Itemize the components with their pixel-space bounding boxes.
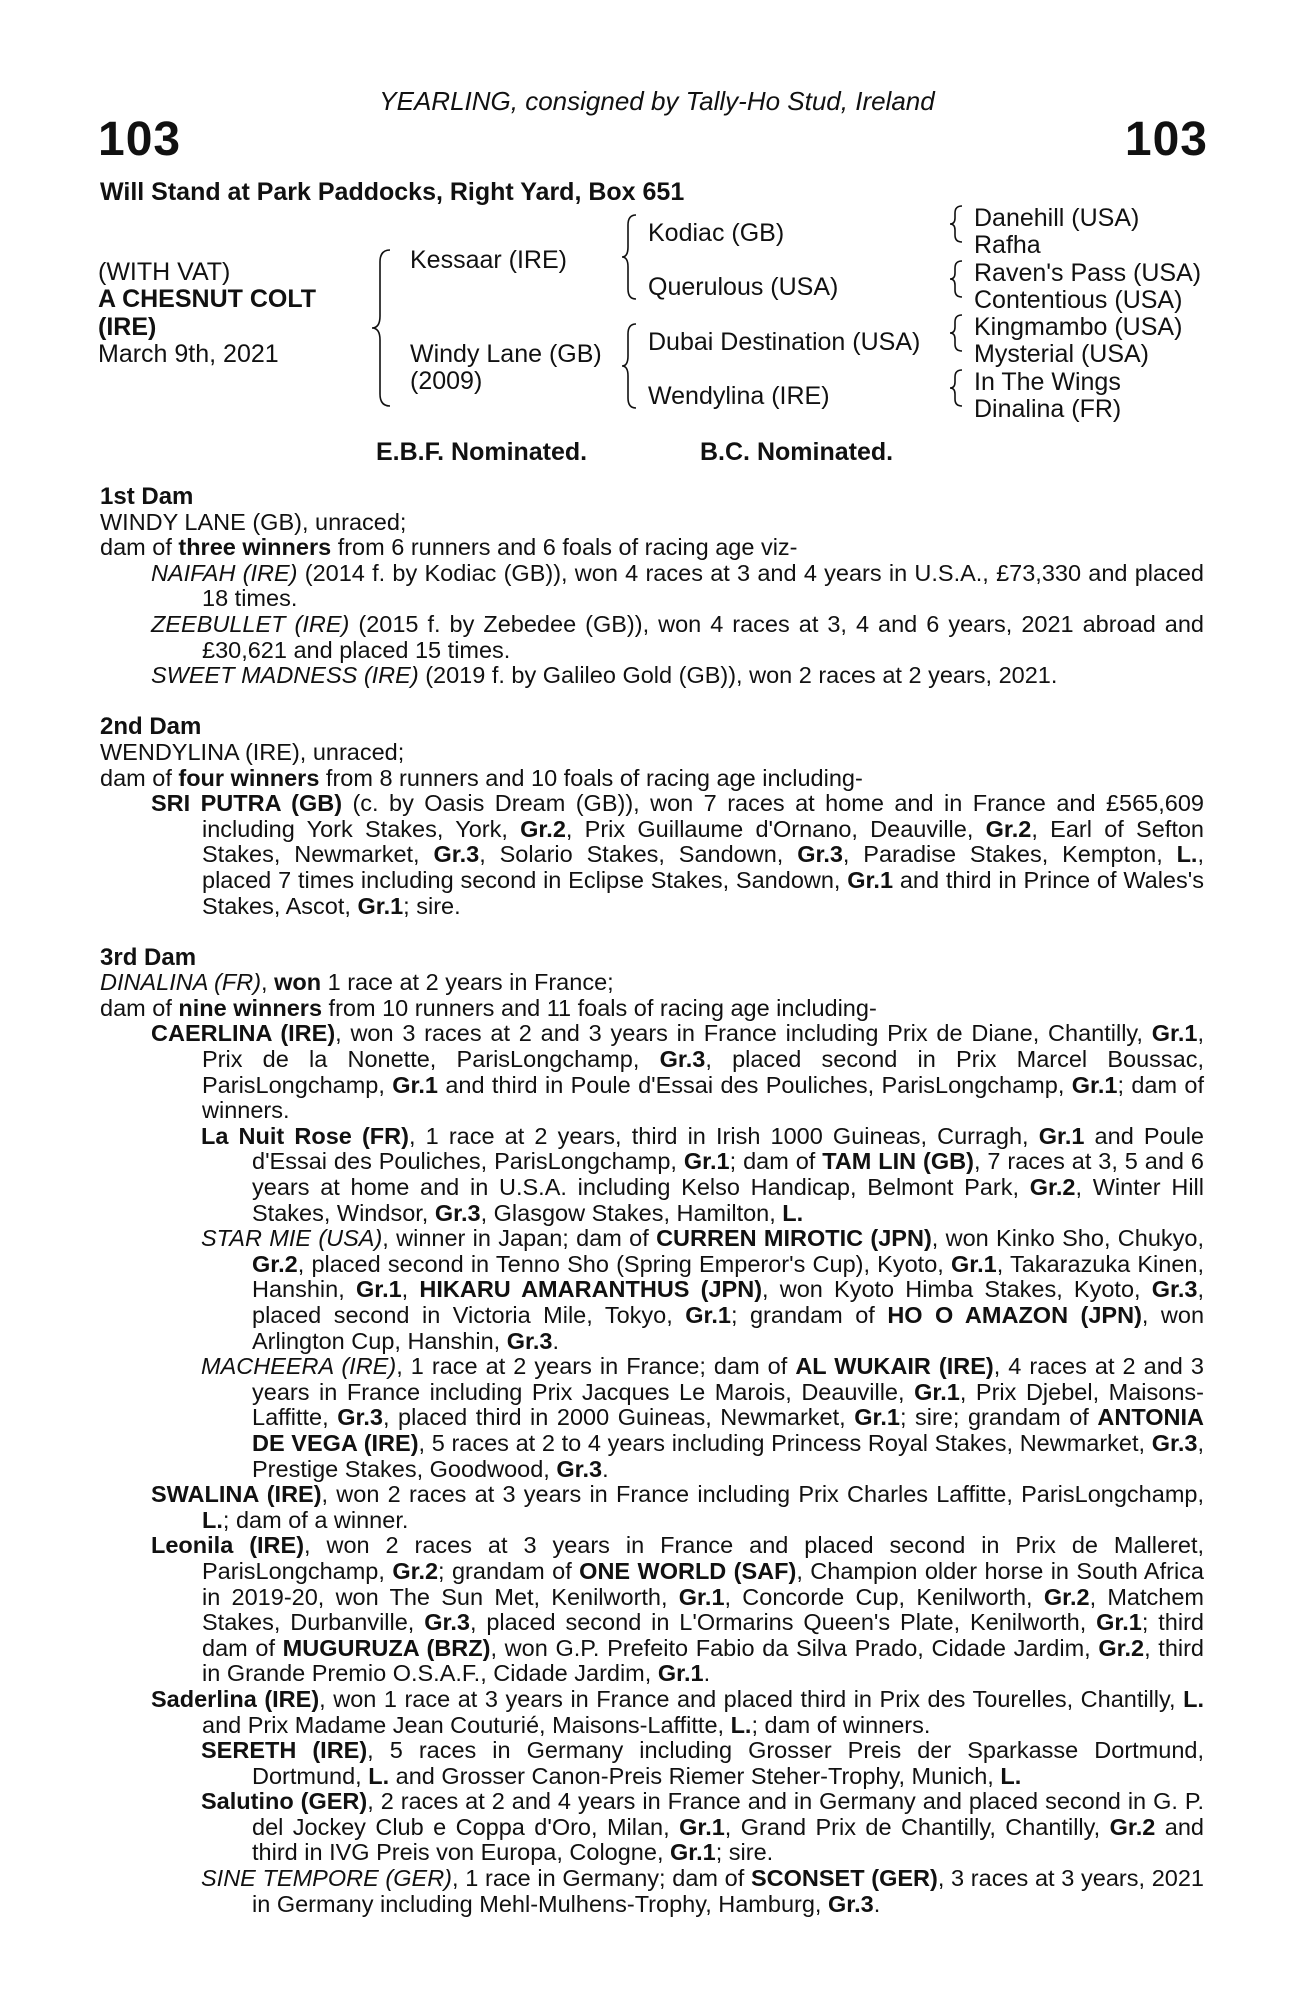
pedigree-dam: Windy Lane (GB) [410, 340, 602, 368]
horse-name-line2: (IRE) [98, 313, 157, 341]
produce-entry: SWEET MADNESS (IRE) (2019 f. by Galileo Gold (GB)), won 2 races at 2 years, 2021. [151, 662, 1058, 689]
horse-name-line1: A CHESNUT COLT [98, 285, 317, 313]
lot-number-left: 103 [98, 113, 182, 166]
consignment-line: YEARLING, consigned by Tally-Ho Stud, Ireland [379, 86, 935, 116]
pedigree-brace-sd [948, 259, 966, 299]
stand-location: Will Stand at Park Paddocks, Right Yard, Box 651 [100, 178, 685, 206]
pedigree-brace-sire [620, 213, 640, 301]
produce-entry-macheera: MACHEERA (IRE), 1 race at 2 years in France; dam of AL WUKAIR (IRE), 4 races at 2 and 3 years in France including Prix Jacques Le Marois, Deauville, Gr.1, Prix Djebel, Maisons-Laffitte, Gr.3, placed third in 2000 Guineas, Newmarket, Gr.1; sire; grandam of ANTONIA DE VEGA (IRE), 5 races at 2 to 4 years including Princess Royal Stakes, Newmarket, Gr.3, Prestige Stakes, Goodwood, Gr.3. [201, 1353, 1204, 1482]
produce-entry-sereth: SERETH (IRE), 5 races in Germany including Grosser Preis der Sparkasse Dortmund, Dortmund, L. and Grosser Canon-Preis Riemer Steher-Trophy, Munich, L. [201, 1737, 1204, 1789]
pedigree-dam-year: (2009) [410, 367, 483, 395]
catalogue-body [100, 484, 1204, 1917]
pedigree-sire-sire: Kodiac (GB) [648, 219, 785, 247]
pedigree-ddd: Dinalina (FR) [974, 395, 1122, 423]
produce-entry-la-nuit-rose: La Nuit Rose (FR), 1 race at 2 years, third in Irish 1000 Guineas, Curragh, Gr.1 and Poule d'Essai des Pouliches, ParisLongchamp, Gr.1; dam of TAM LIN (GB), 7 races at 3, 5 and 6 years at home and in U.S.A. including Kelso Handicap, Belmont Park, Gr.2, Winter Hill Stakes, Windsor, Gr.3, Glasgow Stakes, Hamilton, L. [201, 1122, 1204, 1226]
pedigree-ssd: Rafha [974, 231, 1041, 259]
third-dam-intro: DINALINA (FR), won 1 race at 2 years in France; [100, 969, 614, 996]
pedigree-sire-dam: Querulous (USA) [648, 273, 839, 301]
pedigree-dsd: Mysterial (USA) [974, 340, 1150, 368]
lot-number-right: 103 [1124, 113, 1208, 166]
produce-entry: ZEEBULLET (IRE) (2015 f. by Zebedee (GB)), won 4 races at 3, 4 and 6 years, 2021 abroad and £30,621 and placed 15 times. [151, 610, 1204, 663]
pedigree-brace-dam [620, 322, 640, 410]
pedigree-sdd: Contentious (USA) [974, 286, 1183, 314]
bc-nomination: B.C. Nominated. [700, 438, 894, 466]
pedigree-brace-main [370, 248, 394, 408]
first-dam-heading: 1st Dam [100, 483, 194, 510]
pedigree-sire: Kessaar (IRE) [410, 246, 567, 274]
pedigree-sss: Danehill (USA) [974, 204, 1140, 232]
second-dam-heading: 2nd Dam [100, 713, 202, 741]
pedigree-sds: Raven's Pass (USA) [974, 259, 1202, 287]
pedigree-dss: Kingmambo (USA) [974, 313, 1183, 341]
produce-entry-sine-tempore: SINE TEMPORE (GER), 1 race in Germany; dam of SCONSET (GER), 3 races at 3 years, 2021 in Germany including Mehl-Mulhens-Trophy, Hamburg, Gr.3. [201, 1865, 1204, 1917]
produce-entry-leonila: Leonila (IRE), won 2 races at 3 years in France and placed second in Prix de Malleret, ParisLongchamp, Gr.2; grandam of ONE WORLD (SAF), Champion older horse in South Africa in 2019-20, won The Sun Met, Kenilworth, Gr.1, Concorde Cup, Kenilworth, Gr.2, Matchem Stakes, Durbanville, Gr.3, placed second in L'Ormarins Queen's Plate, Kenilworth, Gr.1; third dam of MUGURUZA (BRZ), won G.P. Prefeito Fabio da Silva Prado, Cidade Jardim, Gr.2, third in Grande Premio O.S.A.F., Cidade Jardim, Gr.1. [151, 1532, 1205, 1687]
first-dam-intro: WINDY LANE (GB), unraced; [100, 508, 407, 535]
produce-entry-caerlina: CAERLINA (IRE), won 3 races at 2 and 3 years in France including Prix de Diane, Chantilly, Gr.1, Prix de la Nonette, ParisLongchamp, Gr.3, placed second in Prix Marcel Boussac, ParisLongchamp, Gr.1 and third in Poule d'Essai des Pouliches, ParisLongchamp, Gr.1; dam of winners. [151, 1020, 1205, 1124]
produce-entry-saderlina: Saderlina (IRE), won 1 race at 3 years in France and placed third in Prix des Tourelles, Chantilly, L. and Prix Madame Jean Couturié, Maisons-Laffitte, L.; dam of winners. [151, 1685, 1204, 1738]
third-dam-summary: dam of nine winners from 10 runners and 11 foals of racing age including- [100, 994, 877, 1021]
second-dam-summary: dam of four winners from 8 runners and 10 foals of racing age including- [100, 764, 863, 791]
pedigree-brace-ss [948, 204, 966, 244]
produce-entry-sri-putra: SRI PUTRA (GB) (c. by Oasis Dream (GB)), won 7 races at home and in France and £565,609 including York Stakes, York, Gr.2, Prix Guillaume d'Ornano, Deauville, Gr.2, Earl of Sefton Stakes, Newmarket, Gr.3, Solario Stakes, Sandown, Gr.3, Paradise Stakes, Kempton, L., placed 7 times including second in Eclipse Stakes, Sandown, Gr.1 and third in Prince of Wales's Stakes, Ascot, Gr.1; sire. [151, 790, 1204, 919]
foaling-date: March 9th, 2021 [98, 340, 279, 368]
first-dam-summary: dam of three winners from 6 runners and 6 foals of racing age viz- [100, 534, 798, 561]
produce-entry-star-mie: STAR MIE (USA), winner in Japan; dam of CURREN MIROTIC (JPN), won Kinko Sho, Chukyo, Gr.2, placed second in Tenno Sho (Spring Emperor's Cup), Kyoto, Gr.1, Takarazuka Kinen, Hanshin, Gr.1, HIKARU AMARANTHUS (JPN), won Kyoto Himba Stakes, Kyoto, Gr.3, placed second in Victoria Mile, Tokyo, Gr.1; grandam of HO O AMAZON (JPN), won Arlington Cup, Hanshin, Gr.3. [201, 1225, 1205, 1354]
produce-entry-swalina: SWALINA (IRE), won 2 races at 3 years in France including Prix Charles Laffitte, ParisLongchamp, L.; dam of a winner. [151, 1481, 1204, 1533]
second-dam-intro: WENDYLINA (IRE), unraced; [100, 738, 405, 765]
produce-entry-salutino: Salutino (GER), 2 races at 2 and 4 years in France and in Germany and placed second in G. P. del Jockey Club e Coppa d'Oro, Milan, Gr.1, Grand Prix de Chantilly, Chantilly, Gr.2 and third in IVG Preis von Europa, Cologne, Gr.1; sire. [201, 1788, 1205, 1866]
vat-note: (WITH VAT) [98, 258, 231, 286]
ebf-nomination: E.B.F. Nominated. [376, 438, 588, 466]
pedigree-dds: In The Wings [974, 368, 1121, 396]
third-dam-heading: 3rd Dam [100, 943, 197, 971]
pedigree-brace-ds [948, 313, 966, 353]
pedigree-dam-dam: Wendylina (IRE) [648, 382, 830, 410]
pedigree-brace-dd [948, 368, 966, 408]
produce-entry: NAIFAH (IRE) (2014 f. by Kodiac (GB)), won 4 races at 3 and 4 years in U.S.A., £73,330 and placed 18 times. [151, 559, 1204, 612]
pedigree-dam-sire: Dubai Destination (USA) [648, 328, 921, 356]
